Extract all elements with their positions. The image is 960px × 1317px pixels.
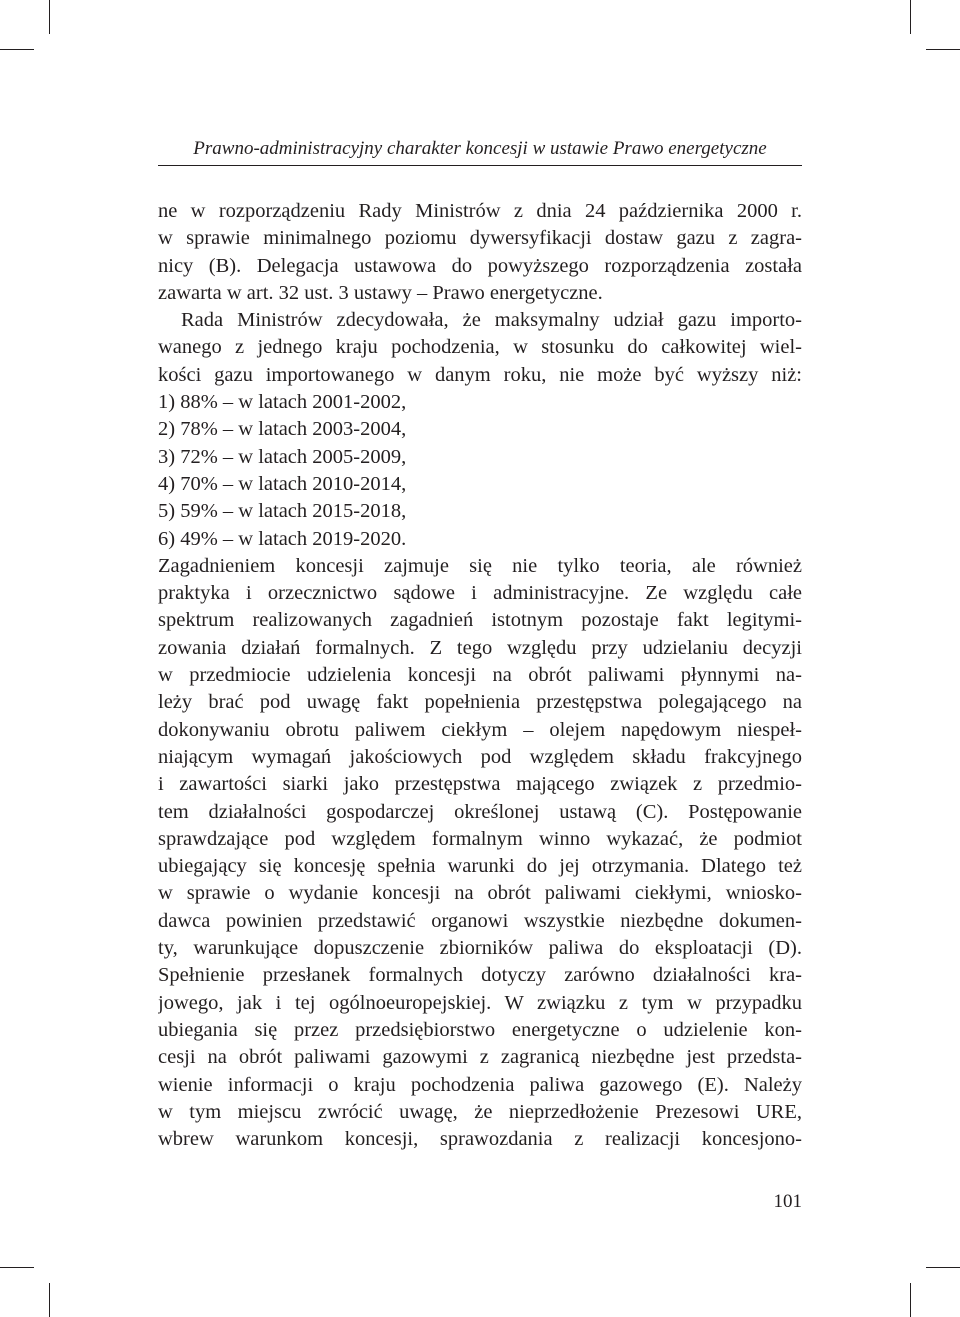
text-line: Zagadnieniem koncesji zajmuje się nie tylko teoria, ale również bbox=[158, 554, 802, 577]
text-line: wanego z jednego kraju pochodzenia, w stosunku do całkowitej wiel- bbox=[158, 336, 802, 359]
text-line: w przedmiocie udzielenia koncesji na obrót paliwami płynnymi na- bbox=[158, 664, 802, 687]
crop-mark bbox=[0, 49, 34, 50]
text-line: wienie informacji o kraju pochodzenia paliwa gazowego (E). Należy bbox=[158, 1073, 802, 1096]
text-line: zowania działań formalnych. Z tego względu przy udzielaniu decyzji bbox=[158, 636, 802, 659]
text-line: 2) 78% – w latach 2003-2004, bbox=[158, 418, 407, 441]
text-line: praktyka i orzecznictwo sądowe i administracyjne. Ze względu całe bbox=[158, 582, 802, 605]
crop-mark bbox=[910, 0, 911, 34]
text-line: ubiegający się koncesję spełnia warunki do jej otrzymania. Dlatego też bbox=[158, 855, 802, 878]
text-line: dokonywaniu obrotu paliwem ciekłym – olejem napędowym niespeł- bbox=[158, 718, 802, 741]
text-line: 6) 49% – w latach 2019-2020. bbox=[158, 527, 407, 550]
text-line: jowego, jak i tej ogólnoeuropejskiej. W związku z tym w przypadku bbox=[158, 991, 802, 1014]
header-rule bbox=[158, 165, 802, 166]
running-header: Prawno-administracyjny charakter koncesji w ustawie Prawo energetyczne bbox=[193, 138, 767, 159]
text-line: i zawartości siarki jako przestępstwa mającego związek z przedmio- bbox=[158, 773, 802, 796]
text-line: sprawdzające pod względem formalnym winno wykazać, że podmiot bbox=[158, 827, 802, 850]
text-line: 1) 88% – w latach 2001-2002, bbox=[158, 391, 407, 414]
crop-mark bbox=[49, 1283, 50, 1317]
text-line: Rada Ministrów zdecydowała, że maksymalny udział gazu importo- bbox=[181, 309, 802, 332]
crop-mark bbox=[926, 49, 960, 50]
crop-mark bbox=[49, 0, 50, 34]
text-line: niającym wymagań jakościowych pod względem składu frakcyjnego bbox=[158, 745, 802, 768]
text-line: nicy (B). Delegacja ustawowa do powyższego rozporządzenia została bbox=[158, 254, 802, 277]
text-line: Spełnienie przesłanek formalnych dotyczy zarówno działalności kra- bbox=[158, 964, 802, 987]
text-line: 5) 59% – w latach 2015-2018, bbox=[158, 500, 407, 523]
text-line: 3) 72% – w latach 2005-2009, bbox=[158, 445, 407, 468]
text-line: ty, warunkujące dopuszczenie zbiorników paliwa do eksploatacji (D). bbox=[158, 937, 802, 960]
text-line: kości gazu importowanego w danym roku, nie może być wyższy niż: bbox=[158, 363, 802, 386]
page-number: 101 bbox=[773, 1191, 802, 1212]
text-line: w sprawie minimalnego poziomu dywersyfikacji dostaw gazu z zagra- bbox=[158, 227, 802, 250]
text-line: cesji na obrót paliwami gazowymi z zagranicą niezbędne jest przedsta- bbox=[158, 1046, 802, 1069]
text-line: zawarta w art. 32 ust. 3 ustawy – Prawo energetyczne. bbox=[158, 281, 603, 304]
text-line: wbrew warunkom koncesji, sprawozdania z realizacji koncesjono- bbox=[158, 1128, 802, 1151]
crop-mark bbox=[910, 1283, 911, 1317]
text-line: ubiegania się przez przedsiębiorstwo energetyczne o udzielenie kon- bbox=[158, 1018, 802, 1041]
text-line: w sprawie o wydanie koncesji na obrót paliwami ciekłymi, wniosko- bbox=[158, 882, 802, 905]
text-line: 4) 70% – w latach 2010-2014, bbox=[158, 472, 407, 495]
text-line: dawca powinien przedstawić organowi wszystkie niezbędne dokumen- bbox=[158, 909, 802, 932]
text-line: tem działalności gospodarczej określonej ustawą (C). Postępowanie bbox=[158, 800, 802, 823]
text-line: w tym miejscu zwrócić uwagę, że nieprzedłożenie Prezesowi URE, bbox=[158, 1100, 802, 1123]
crop-mark bbox=[926, 1267, 960, 1268]
text-line: ne w rozporządzeniu Rady Ministrów z dnia 24 października 2000 r. bbox=[158, 200, 802, 222]
text-line: spektrum realizowanych zagadnień istotnym pozostaje fakt legitymi- bbox=[158, 609, 802, 632]
body-text bbox=[158, 198, 802, 1153]
crop-mark bbox=[0, 1267, 34, 1268]
text-line: leży brać pod uwagę fakt popełnienia przestępstwa polegającego na bbox=[158, 691, 802, 714]
